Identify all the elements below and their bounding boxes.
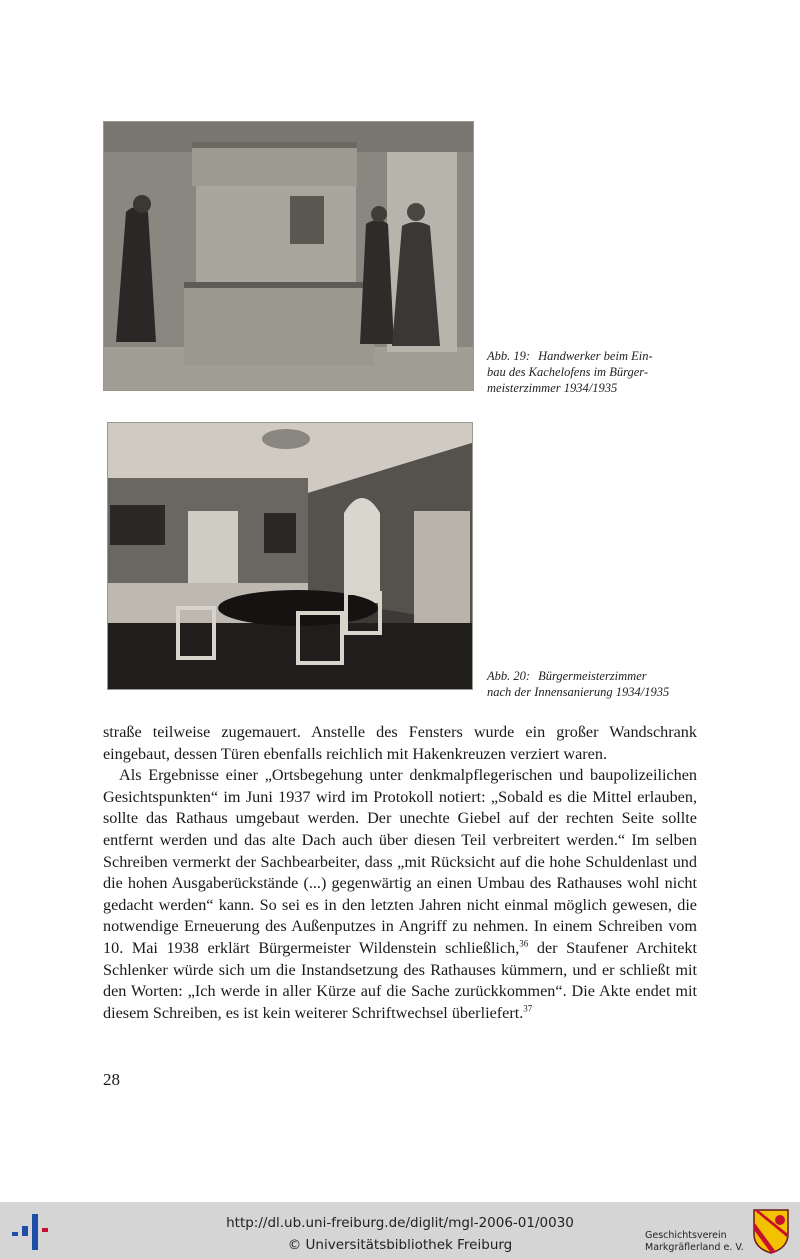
footer-copyright: © Universitätsbibliothek Freiburg — [287, 1237, 513, 1253]
footer-bar — [0, 1202, 800, 1259]
figure-label: Abb. 19: — [487, 349, 531, 363]
caption-line: Handwerker beim Ein- — [538, 349, 653, 363]
footnote-ref-37: 37 — [523, 1003, 533, 1014]
body-text — [103, 722, 697, 1024]
footer-url-link[interactable]: http://dl.ub.uni-freiburg.de/diglit/mgl-2006-01/0030 — [226, 1215, 574, 1231]
paragraph-text: Als Ergebnisse einer „Ortsbegehung unter denkmalpflegerischen und baupolizeilichen Gesichtspunkten“ im Juni 1937 wird im Protokoll notiert: „Sobald es die Mittel erlauben, sollte das Rathaus umgebaut werden. Der unechte Giebel auf der rechten Seite sollte entfernt werden und das alte Dach auch über diesen Teil verbreitert werden.“ Im selben Schreiben vermerkt der Sachbearbeiter, dass „mit Rücksicht auf die hohe Schuldenlast und die hohen Ausgaberückstände (...) gegenwärtig an einen Umbau des Rathauses wohl nicht gedacht werden“ kann. So sei es in den letzten Jahren nicht einmal möglich gewesen, die notwendige Erneuerung des Außenputzes in Angriff zu nehmen. In einem Schreiben vom 10. Mai 1938 erklärt Bürgermeister Wildenstein schließlich, — [103, 766, 697, 957]
society-name-line: Markgräflerland e. V. — [645, 1242, 744, 1253]
caption-line: bau des Kachelofens im Bürger- — [487, 365, 649, 379]
figure-20-caption — [487, 668, 702, 700]
society-name — [645, 1230, 744, 1254]
page-number: 28 — [103, 1070, 120, 1089]
society-name-line: Geschichtsverein — [645, 1230, 727, 1241]
figure-19-caption — [487, 348, 697, 396]
caption-line: nach der Innensanierung 1934/1935 — [487, 685, 670, 699]
figure-20-photo — [107, 422, 473, 690]
caption-line: meisterzimmer 1934/1935 — [487, 381, 618, 395]
caption-line: Bürgermeisterzimmer — [538, 669, 647, 683]
footnote-ref-36: 36 — [519, 938, 529, 949]
paragraph — [103, 765, 697, 1024]
paragraph-text: der Staufener Architekt Schlenker würde sich um die Instandsetzung des Rathauses kümmern, und er schließt mit den Worten: „Ich werde in aller Kürze auf die Sache zurückkommen“. Die Akte endet mit diesem Schreiben, es ist kein weiterer Schriftwechsel überliefert. — [103, 938, 697, 1022]
figure-19-photo — [103, 121, 474, 391]
paragraph: straße teilweise zugemauert. Anstelle des Fensters wurde ein großer Wandschrank eingebaut, dessen Türen ebenfalls reichlich mit Hakenkreuzen verziert waren. — [103, 723, 697, 763]
society-crest-icon — [752, 1208, 790, 1254]
figure-label: Abb. 20: — [487, 669, 531, 683]
